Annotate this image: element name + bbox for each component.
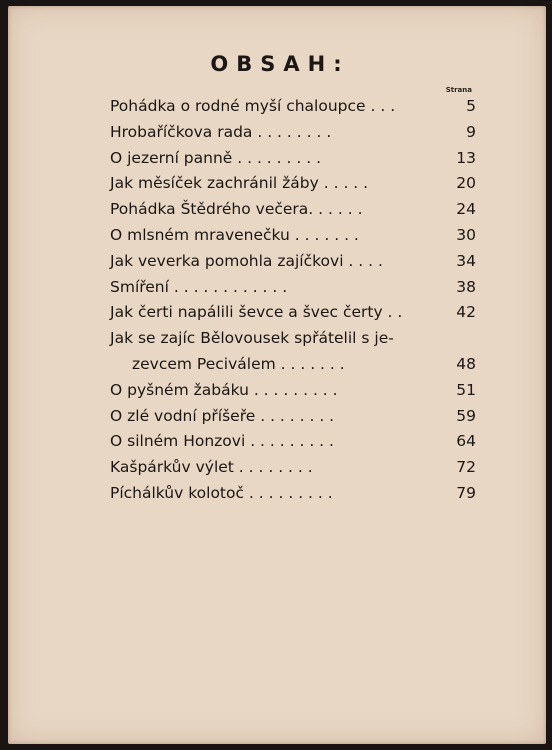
toc-entry-page: 30 [456, 225, 476, 244]
toc-entry [110, 455, 476, 481]
toc-entry-title: Pohádka Štědrého večera. . . . . . [110, 200, 363, 219]
toc-entry-page: 42 [456, 303, 476, 322]
toc-entry-page: 34 [456, 251, 476, 270]
toc-entry-title: Píchálkův kolotoč . . . . . . . . . [110, 483, 333, 502]
toc-entry-title: O pyšném žabáku . . . . . . . . . [110, 380, 338, 399]
toc-entry-page: 79 [456, 483, 476, 502]
toc-entry-title: O zlé vodní příšeře . . . . . . . . [110, 406, 335, 425]
toc-entry-title-continued: zevcem Peciválem . . . . . . . [132, 354, 345, 373]
toc-entry-page: 38 [456, 277, 476, 296]
toc-entry-title: Kašpárkův výlet . . . . . . . . [110, 458, 313, 477]
toc-entry-page: 72 [456, 458, 476, 477]
toc-entry-title: Smíření . . . . . . . . . . . . [110, 277, 288, 296]
toc-entry [110, 120, 476, 146]
toc-entry-title: Jak veverka pomohla zajíčkovi . . . . [110, 251, 383, 270]
toc-entry-page: 13 [456, 148, 476, 167]
toc-entry [110, 146, 476, 172]
toc-entry-title: Jak čerti napálili ševce a švec čerty . . [110, 303, 403, 322]
toc-entry [110, 404, 476, 430]
toc-entry [110, 249, 476, 275]
toc-entry [110, 429, 476, 455]
toc-entry [110, 223, 476, 249]
toc-entry [110, 94, 476, 120]
page-title: OBSAH: [210, 52, 350, 76]
toc-entry [110, 197, 476, 223]
toc-entry-page: 24 [456, 200, 476, 219]
toc-entry-title: Jak měsíček zachránil žáby . . . . . [110, 174, 369, 193]
toc-entry [110, 326, 476, 378]
toc-entry-title: Pohádka o rodné myší chaloupce . . . [110, 97, 396, 115]
toc-entry-page: 59 [456, 406, 476, 425]
toc-entry-page: 9 [466, 122, 476, 141]
table-of-contents [110, 94, 476, 507]
toc-entry [110, 300, 476, 326]
toc-entry [110, 378, 476, 404]
toc-entry-title: O jezerní panně . . . . . . . . . [110, 148, 322, 167]
toc-entry-title: O mlsném mravenečku . . . . . . . [110, 225, 359, 244]
toc-entry-page: 51 [456, 380, 476, 399]
toc-entry-title: O silném Honzovi . . . . . . . . . [110, 432, 334, 451]
toc-entry-title: Hrobaříčkova rada . . . . . . . . [110, 122, 332, 141]
toc-entry [110, 275, 476, 301]
toc-entry [110, 481, 476, 507]
toc-entry-page: 5 [466, 97, 476, 115]
toc-entry [110, 171, 476, 197]
toc-entry-page: 20 [456, 174, 476, 193]
toc-entry-title: Jak se zajíc Bělovousek spřátelil s je- [110, 329, 394, 348]
toc-entry-page: 48 [456, 354, 476, 373]
page-column-label: Strana [445, 86, 472, 94]
toc-entry-page: 64 [456, 432, 476, 451]
